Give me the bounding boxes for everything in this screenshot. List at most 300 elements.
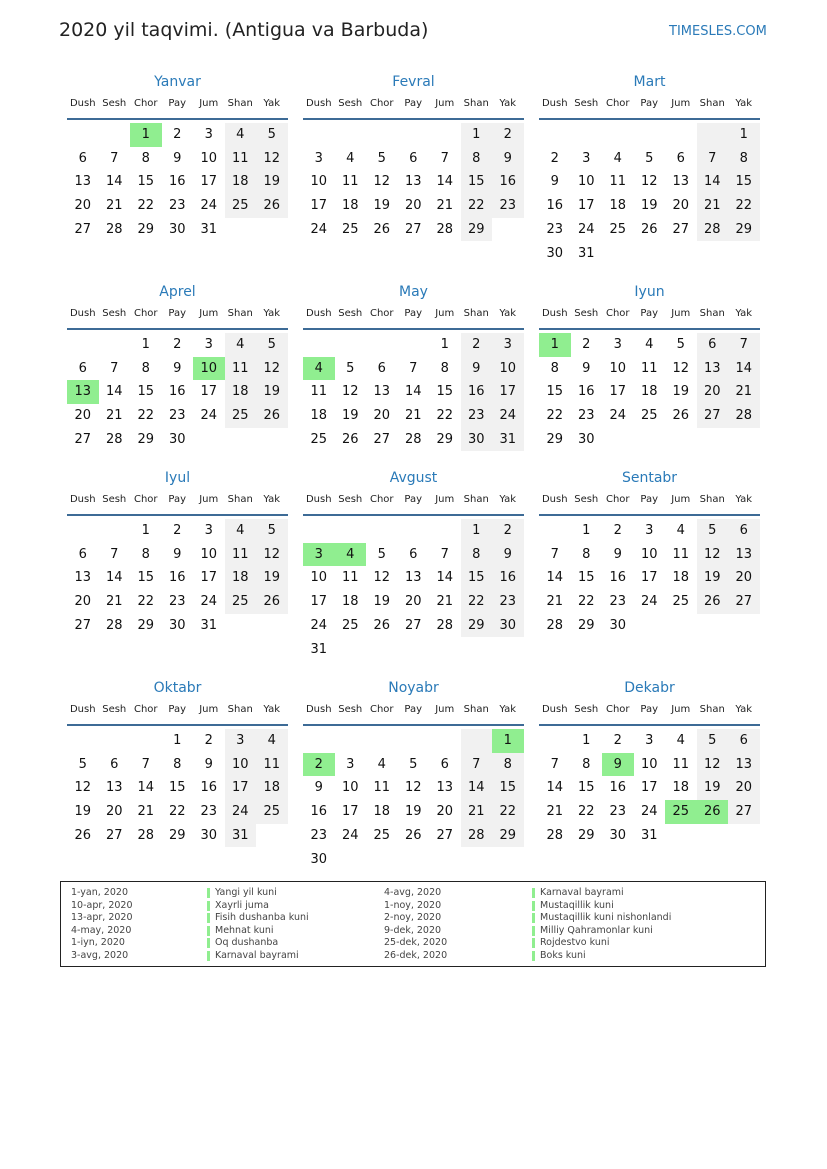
day-cell[interactable]: 9 xyxy=(613,546,622,562)
day-cell[interactable]: 14 xyxy=(461,776,493,800)
day-cell[interactable]: 8 xyxy=(728,147,760,171)
day-cell[interactable]: 28 xyxy=(436,221,454,237)
day-cell[interactable]: 24 xyxy=(609,408,627,424)
day-cell[interactable]: 23 xyxy=(200,804,218,820)
day-cell[interactable]: 17 xyxy=(200,384,218,400)
day-cell[interactable]: 3 xyxy=(492,333,524,357)
day-cell[interactable]: 29 xyxy=(137,431,155,447)
day-cell[interactable]: 12 xyxy=(672,360,690,376)
day-cell[interactable]: 3 xyxy=(204,523,213,538)
day-cell[interactable]: 9 xyxy=(602,753,634,777)
day-cell[interactable]: 9 xyxy=(173,150,182,166)
day-cell[interactable]: 11 xyxy=(640,360,658,376)
day-cell[interactable]: 12 xyxy=(373,174,391,190)
day-cell[interactable]: 28 xyxy=(137,827,155,843)
day-cell[interactable]: 7 xyxy=(110,360,119,376)
day-cell[interactable]: 14 xyxy=(436,174,454,190)
day-cell[interactable]: 16 xyxy=(461,380,493,404)
day-cell[interactable]: 30 xyxy=(609,827,627,843)
day-cell[interactable]: 28 xyxy=(105,431,123,447)
day-cell[interactable]: 10 xyxy=(225,753,257,777)
day-cell[interactable]: 29 xyxy=(461,614,493,638)
day-cell[interactable]: 22 xyxy=(461,590,493,614)
day-cell[interactable]: 8 xyxy=(141,546,150,562)
day-cell[interactable]: 16 xyxy=(310,804,328,820)
day-cell[interactable]: 25 xyxy=(341,221,359,237)
day-cell[interactable]: 7 xyxy=(110,546,119,562)
day-cell[interactable]: 27 xyxy=(404,221,422,237)
day-cell[interactable]: 24 xyxy=(492,404,524,428)
day-cell[interactable]: 4 xyxy=(346,150,355,166)
day-cell[interactable]: 17 xyxy=(609,384,627,400)
day-cell[interactable]: 15 xyxy=(461,170,493,194)
day-cell[interactable]: 14 xyxy=(105,570,123,586)
day-cell[interactable]: 22 xyxy=(577,594,595,610)
day-cell[interactable]: 28 xyxy=(404,431,422,447)
day-cell[interactable]: 22 xyxy=(168,804,186,820)
day-cell[interactable]: 13 xyxy=(728,753,760,777)
day-cell[interactable]: 28 xyxy=(728,404,760,428)
day-cell[interactable]: 28 xyxy=(461,824,493,848)
day-cell[interactable]: 1 xyxy=(582,733,591,748)
day-cell[interactable]: 30 xyxy=(200,827,218,843)
day-cell[interactable]: 26 xyxy=(74,827,92,843)
day-cell[interactable]: 27 xyxy=(404,617,422,633)
day-cell[interactable]: 30 xyxy=(609,617,627,633)
day-cell[interactable]: 7 xyxy=(550,756,559,772)
day-cell[interactable]: 30 xyxy=(546,245,564,261)
day-cell[interactable]: 25 xyxy=(341,617,359,633)
day-cell[interactable]: 4 xyxy=(335,543,367,567)
day-cell[interactable]: 9 xyxy=(204,756,213,772)
day-cell[interactable]: 5 xyxy=(697,729,729,753)
day-cell[interactable]: 24 xyxy=(640,804,658,820)
day-cell[interactable]: 23 xyxy=(492,194,524,218)
day-cell[interactable]: 2 xyxy=(173,523,182,538)
day-cell[interactable]: 11 xyxy=(225,357,257,381)
day-cell[interactable]: 11 xyxy=(609,174,627,190)
day-cell[interactable]: 26 xyxy=(373,617,391,633)
day-cell[interactable]: 4 xyxy=(377,756,386,772)
day-cell[interactable]: 24 xyxy=(577,221,595,237)
day-cell[interactable]: 13 xyxy=(404,570,422,586)
day-cell[interactable]: 18 xyxy=(256,776,288,800)
day-cell[interactable]: 1 xyxy=(173,733,182,748)
day-cell[interactable]: 15 xyxy=(546,384,564,400)
day-cell[interactable]: 17 xyxy=(225,776,257,800)
day-cell[interactable]: 17 xyxy=(310,198,328,214)
day-cell[interactable]: 8 xyxy=(141,360,150,376)
day-cell[interactable]: 26 xyxy=(697,800,729,824)
day-cell[interactable]: 14 xyxy=(728,357,760,381)
day-cell[interactable]: 31 xyxy=(200,617,218,633)
day-cell[interactable]: 8 xyxy=(550,360,559,376)
day-cell[interactable]: 6 xyxy=(676,150,685,166)
day-cell[interactable]: 3 xyxy=(645,733,654,748)
day-cell[interactable]: 10 xyxy=(310,174,328,190)
day-cell[interactable]: 4 xyxy=(225,123,257,147)
day-cell[interactable]: 13 xyxy=(436,780,454,796)
day-cell[interactable]: 25 xyxy=(609,221,627,237)
day-cell[interactable]: 21 xyxy=(436,594,454,610)
day-cell[interactable]: 17 xyxy=(200,174,218,190)
day-cell[interactable]: 11 xyxy=(341,174,359,190)
day-cell[interactable]: 25 xyxy=(256,800,288,824)
day-cell[interactable]: 11 xyxy=(310,384,328,400)
day-cell[interactable]: 3 xyxy=(225,729,257,753)
day-cell[interactable]: 21 xyxy=(404,408,422,424)
day-cell[interactable]: 4 xyxy=(225,333,257,357)
day-cell[interactable]: 23 xyxy=(546,221,564,237)
day-cell[interactable]: 27 xyxy=(74,221,92,237)
day-cell[interactable]: 8 xyxy=(173,756,182,772)
day-cell[interactable]: 8 xyxy=(582,546,591,562)
day-cell[interactable]: 4 xyxy=(303,357,335,381)
day-cell[interactable]: 24 xyxy=(640,594,658,610)
day-cell[interactable]: 22 xyxy=(137,198,155,214)
day-cell[interactable]: 28 xyxy=(546,827,564,843)
day-cell[interactable]: 30 xyxy=(492,614,524,638)
day-cell[interactable]: 6 xyxy=(78,546,87,562)
day-cell[interactable]: 25 xyxy=(672,594,690,610)
day-cell[interactable]: 11 xyxy=(256,753,288,777)
day-cell[interactable]: 22 xyxy=(546,408,564,424)
day-cell[interactable]: 4 xyxy=(676,523,685,538)
day-cell[interactable]: 14 xyxy=(436,570,454,586)
day-cell[interactable]: 21 xyxy=(546,804,564,820)
day-cell[interactable]: 13 xyxy=(67,380,99,404)
day-cell[interactable]: 25 xyxy=(373,827,391,843)
day-cell[interactable]: 26 xyxy=(640,221,658,237)
day-cell[interactable]: 10 xyxy=(341,780,359,796)
day-cell[interactable]: 19 xyxy=(373,198,391,214)
day-cell[interactable]: 10 xyxy=(492,357,524,381)
day-cell[interactable]: 2 xyxy=(173,337,182,352)
day-cell[interactable]: 11 xyxy=(341,570,359,586)
day-cell[interactable]: 17 xyxy=(640,570,658,586)
day-cell[interactable]: 5 xyxy=(78,756,87,772)
day-cell[interactable]: 3 xyxy=(314,150,323,166)
day-cell[interactable]: 29 xyxy=(461,218,493,242)
day-cell[interactable]: 19 xyxy=(256,380,288,404)
day-cell[interactable]: 1 xyxy=(539,333,571,357)
day-cell[interactable]: 30 xyxy=(168,617,186,633)
day-cell[interactable]: 19 xyxy=(74,804,92,820)
day-cell[interactable]: 30 xyxy=(577,431,595,447)
day-cell[interactable]: 18 xyxy=(640,384,658,400)
day-cell[interactable]: 7 xyxy=(409,360,418,376)
day-cell[interactable]: 13 xyxy=(404,174,422,190)
day-cell[interactable]: 20 xyxy=(74,198,92,214)
day-cell[interactable]: 5 xyxy=(697,519,729,543)
day-cell[interactable]: 16 xyxy=(609,570,627,586)
day-cell[interactable]: 17 xyxy=(341,804,359,820)
day-cell[interactable]: 19 xyxy=(341,408,359,424)
day-cell[interactable]: 14 xyxy=(546,570,564,586)
day-cell[interactable]: 6 xyxy=(409,546,418,562)
day-cell[interactable]: 28 xyxy=(105,221,123,237)
day-cell[interactable]: 10 xyxy=(193,357,225,381)
day-cell[interactable]: 5 xyxy=(409,756,418,772)
day-cell[interactable]: 5 xyxy=(256,123,288,147)
day-cell[interactable]: 3 xyxy=(613,337,622,352)
day-cell[interactable]: 22 xyxy=(137,594,155,610)
day-cell[interactable]: 6 xyxy=(110,756,119,772)
day-cell[interactable]: 1 xyxy=(461,123,493,147)
day-cell[interactable]: 16 xyxy=(492,170,524,194)
day-cell[interactable]: 16 xyxy=(609,780,627,796)
day-cell[interactable]: 11 xyxy=(373,780,391,796)
day-cell[interactable]: 20 xyxy=(672,198,690,214)
day-cell[interactable]: 19 xyxy=(672,384,690,400)
day-cell[interactable]: 7 xyxy=(728,333,760,357)
day-cell[interactable]: 8 xyxy=(461,147,493,171)
day-cell[interactable]: 2 xyxy=(582,337,591,352)
day-cell[interactable]: 22 xyxy=(461,194,493,218)
day-cell[interactable]: 13 xyxy=(728,543,760,567)
day-cell[interactable]: 7 xyxy=(440,150,449,166)
day-cell[interactable]: 15 xyxy=(492,776,524,800)
day-cell[interactable]: 24 xyxy=(225,800,257,824)
day-cell[interactable]: 30 xyxy=(310,851,328,867)
day-cell[interactable]: 14 xyxy=(105,174,123,190)
day-cell[interactable]: 8 xyxy=(461,543,493,567)
day-cell[interactable]: 16 xyxy=(546,198,564,214)
day-cell[interactable]: 29 xyxy=(436,431,454,447)
day-cell[interactable]: 16 xyxy=(168,384,186,400)
day-cell[interactable]: 8 xyxy=(440,360,449,376)
day-cell[interactable]: 12 xyxy=(341,384,359,400)
day-cell[interactable]: 21 xyxy=(461,800,493,824)
day-cell[interactable]: 20 xyxy=(74,594,92,610)
day-cell[interactable]: 24 xyxy=(310,221,328,237)
day-cell[interactable]: 21 xyxy=(697,194,729,218)
day-cell[interactable]: 30 xyxy=(168,221,186,237)
day-cell[interactable]: 4 xyxy=(256,729,288,753)
day-cell[interactable]: 14 xyxy=(546,780,564,796)
day-cell[interactable]: 12 xyxy=(697,543,729,567)
day-cell[interactable]: 6 xyxy=(697,333,729,357)
day-cell[interactable]: 3 xyxy=(204,127,213,142)
day-cell[interactable]: 2 xyxy=(613,733,622,748)
day-cell[interactable]: 1 xyxy=(130,123,162,147)
day-cell[interactable]: 14 xyxy=(137,780,155,796)
day-cell[interactable]: 11 xyxy=(672,756,690,772)
day-cell[interactable]: 21 xyxy=(728,380,760,404)
day-cell[interactable]: 24 xyxy=(200,198,218,214)
day-cell[interactable]: 17 xyxy=(640,780,658,796)
day-cell[interactable]: 2 xyxy=(550,150,559,166)
day-cell[interactable]: 28 xyxy=(697,218,729,242)
day-cell[interactable]: 5 xyxy=(676,337,685,352)
day-cell[interactable]: 25 xyxy=(310,431,328,447)
day-cell[interactable]: 26 xyxy=(256,404,288,428)
day-cell[interactable]: 16 xyxy=(492,566,524,590)
day-cell[interactable]: 31 xyxy=(577,245,595,261)
day-cell[interactable]: 11 xyxy=(225,147,257,171)
day-cell[interactable]: 26 xyxy=(256,194,288,218)
day-cell[interactable]: 8 xyxy=(141,150,150,166)
day-cell[interactable]: 12 xyxy=(256,543,288,567)
day-cell[interactable]: 2 xyxy=(204,733,213,748)
day-cell[interactable]: 23 xyxy=(609,594,627,610)
day-cell[interactable]: 22 xyxy=(436,408,454,424)
day-cell[interactable]: 13 xyxy=(74,174,92,190)
day-cell[interactable]: 19 xyxy=(697,776,729,800)
day-cell[interactable]: 9 xyxy=(550,174,559,190)
day-cell[interactable]: 20 xyxy=(373,408,391,424)
day-cell[interactable]: 5 xyxy=(256,333,288,357)
day-cell[interactable]: 15 xyxy=(577,780,595,796)
day-cell[interactable]: 24 xyxy=(200,594,218,610)
day-cell[interactable]: 15 xyxy=(728,170,760,194)
day-cell[interactable]: 21 xyxy=(105,198,123,214)
day-cell[interactable]: 19 xyxy=(256,170,288,194)
day-cell[interactable]: 10 xyxy=(200,150,218,166)
day-cell[interactable]: 29 xyxy=(168,827,186,843)
day-cell[interactable]: 1 xyxy=(440,337,449,352)
day-cell[interactable]: 10 xyxy=(577,174,595,190)
day-cell[interactable]: 13 xyxy=(105,780,123,796)
day-cell[interactable]: 1 xyxy=(582,523,591,538)
day-cell[interactable]: 29 xyxy=(577,617,595,633)
day-cell[interactable]: 9 xyxy=(492,147,524,171)
day-cell[interactable]: 31 xyxy=(200,221,218,237)
day-cell[interactable]: 22 xyxy=(577,804,595,820)
day-cell[interactable]: 27 xyxy=(697,404,729,428)
day-cell[interactable]: 18 xyxy=(341,594,359,610)
day-cell[interactable]: 15 xyxy=(137,570,155,586)
day-cell[interactable]: 1 xyxy=(492,729,524,753)
day-cell[interactable]: 31 xyxy=(225,824,257,848)
day-cell[interactable]: 29 xyxy=(137,617,155,633)
day-cell[interactable]: 20 xyxy=(436,804,454,820)
day-cell[interactable]: 9 xyxy=(492,543,524,567)
day-cell[interactable]: 26 xyxy=(373,221,391,237)
day-cell[interactable]: 30 xyxy=(461,428,493,452)
day-cell[interactable]: 6 xyxy=(78,150,87,166)
day-cell[interactable]: 12 xyxy=(404,780,422,796)
day-cell[interactable]: 16 xyxy=(168,570,186,586)
day-cell[interactable]: 2 xyxy=(492,123,524,147)
day-cell[interactable]: 25 xyxy=(665,800,697,824)
day-cell[interactable]: 7 xyxy=(110,150,119,166)
day-cell[interactable]: 18 xyxy=(225,170,257,194)
day-cell[interactable]: 20 xyxy=(74,408,92,424)
day-cell[interactable]: 27 xyxy=(672,221,690,237)
day-cell[interactable]: 20 xyxy=(404,594,422,610)
day-cell[interactable]: 23 xyxy=(461,404,493,428)
day-cell[interactable]: 19 xyxy=(404,804,422,820)
day-cell[interactable]: 3 xyxy=(582,150,591,166)
day-cell[interactable]: 1 xyxy=(141,337,150,352)
day-cell[interactable]: 10 xyxy=(640,756,658,772)
day-cell[interactable]: 4 xyxy=(613,150,622,166)
day-cell[interactable]: 12 xyxy=(640,174,658,190)
day-cell[interactable]: 31 xyxy=(492,428,524,452)
day-cell[interactable]: 15 xyxy=(137,174,155,190)
day-cell[interactable]: 10 xyxy=(200,546,218,562)
day-cell[interactable]: 6 xyxy=(409,150,418,166)
day-cell[interactable]: 25 xyxy=(225,590,257,614)
day-cell[interactable]: 27 xyxy=(74,617,92,633)
day-cell[interactable]: 9 xyxy=(461,357,493,381)
day-cell[interactable]: 4 xyxy=(676,733,685,748)
day-cell[interactable]: 12 xyxy=(373,570,391,586)
day-cell[interactable]: 26 xyxy=(256,590,288,614)
day-cell[interactable]: 16 xyxy=(200,780,218,796)
day-cell[interactable]: 6 xyxy=(440,756,449,772)
day-cell[interactable]: 5 xyxy=(256,519,288,543)
day-cell[interactable]: 7 xyxy=(461,753,493,777)
day-cell[interactable]: 26 xyxy=(697,590,729,614)
day-cell[interactable]: 25 xyxy=(225,194,257,218)
day-cell[interactable]: 24 xyxy=(200,408,218,424)
day-cell[interactable]: 18 xyxy=(672,570,690,586)
day-cell[interactable]: 1 xyxy=(728,123,760,147)
day-cell[interactable]: 3 xyxy=(303,543,335,567)
day-cell[interactable]: 2 xyxy=(173,127,182,142)
day-cell[interactable]: 20 xyxy=(404,198,422,214)
day-cell[interactable]: 29 xyxy=(492,824,524,848)
day-cell[interactable]: 21 xyxy=(436,198,454,214)
day-cell[interactable]: 23 xyxy=(168,198,186,214)
day-cell[interactable]: 10 xyxy=(310,570,328,586)
day-cell[interactable]: 20 xyxy=(697,380,729,404)
day-cell[interactable]: 16 xyxy=(577,384,595,400)
day-cell[interactable]: 4 xyxy=(645,337,654,352)
day-cell[interactable]: 23 xyxy=(168,408,186,424)
day-cell[interactable]: 23 xyxy=(168,594,186,610)
day-cell[interactable]: 19 xyxy=(697,566,729,590)
site-link[interactable]: TIMESLES.COM xyxy=(669,24,767,39)
day-cell[interactable]: 25 xyxy=(640,408,658,424)
day-cell[interactable]: 29 xyxy=(577,827,595,843)
day-cell[interactable]: 13 xyxy=(697,357,729,381)
day-cell[interactable]: 23 xyxy=(492,590,524,614)
day-cell[interactable]: 18 xyxy=(609,198,627,214)
day-cell[interactable]: 21 xyxy=(105,594,123,610)
day-cell[interactable]: 23 xyxy=(609,804,627,820)
day-cell[interactable]: 26 xyxy=(404,827,422,843)
day-cell[interactable]: 9 xyxy=(173,546,182,562)
day-cell[interactable]: 15 xyxy=(137,384,155,400)
day-cell[interactable]: 27 xyxy=(373,431,391,447)
day-cell[interactable]: 18 xyxy=(225,566,257,590)
day-cell[interactable]: 6 xyxy=(728,729,760,753)
day-cell[interactable]: 27 xyxy=(728,800,760,824)
day-cell[interactable]: 20 xyxy=(728,776,760,800)
day-cell[interactable]: 13 xyxy=(672,174,690,190)
day-cell[interactable]: 22 xyxy=(137,408,155,424)
day-cell[interactable]: 27 xyxy=(74,431,92,447)
day-cell[interactable]: 28 xyxy=(436,617,454,633)
day-cell[interactable]: 15 xyxy=(461,566,493,590)
day-cell[interactable]: 3 xyxy=(346,756,355,772)
day-cell[interactable]: 13 xyxy=(373,384,391,400)
day-cell[interactable]: 12 xyxy=(256,357,288,381)
day-cell[interactable]: 7 xyxy=(141,756,150,772)
day-cell[interactable]: 26 xyxy=(672,408,690,424)
day-cell[interactable]: 19 xyxy=(256,566,288,590)
day-cell[interactable]: 14 xyxy=(105,384,123,400)
day-cell[interactable]: 29 xyxy=(546,431,564,447)
day-cell[interactable]: 22 xyxy=(492,800,524,824)
day-cell[interactable]: 27 xyxy=(436,827,454,843)
day-cell[interactable]: 15 xyxy=(168,780,186,796)
day-cell[interactable]: 2 xyxy=(303,753,335,777)
day-cell[interactable]: 24 xyxy=(310,617,328,633)
